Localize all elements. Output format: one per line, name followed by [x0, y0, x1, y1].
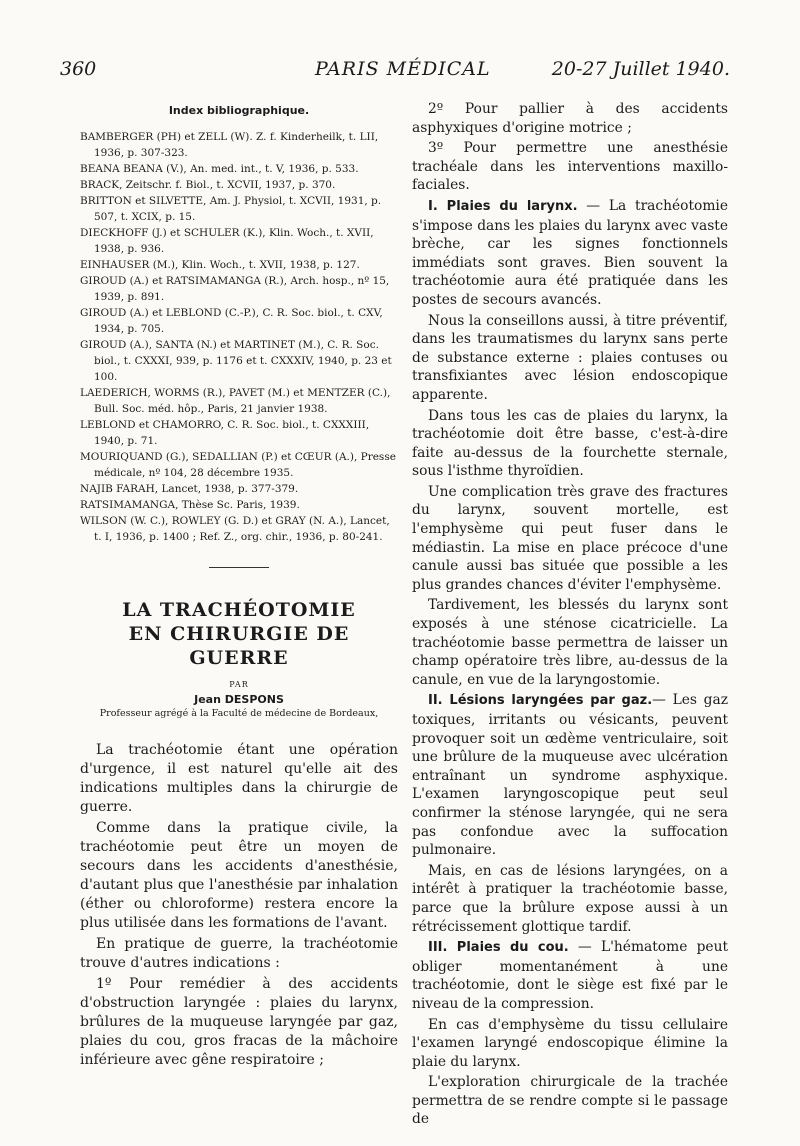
- body-paragraph: En pratique de guerre, la trachéotomie trouve d'autres indications :: [80, 936, 398, 971]
- section-heading: III. Plaies du cou.: [428, 940, 569, 956]
- body-paragraph: 1º Pour remédier à des accidents d'obstruction laryngée : plaies du larynx, brûlures de la muqueuse laryngée par gaz, plaies du cou, gros fracas de la mâchoire inférieure avec gêne respiratoire ;: [80, 976, 398, 1068]
- section-heading: II. Lésions laryngées par gaz.: [428, 693, 653, 709]
- section-text: — L'hématome peut obliger momentanément à une trachéotomie, dont le siège est fixé par le niveau de la compression.: [412, 939, 729, 1012]
- left-column: [80, 100, 398, 1072]
- section-neck: [412, 938, 728, 1013]
- article-title-line-2: EN CHIRURGIE DE GUERRE: [128, 623, 350, 669]
- body-paragraph: Nous la conseillons aussi, à titre préventif, dans les traumatismes du larynx sans perte de substance externe : plaies contuses ou transfixiantes avec lésion endoscopique apparente.: [412, 312, 728, 403]
- reference-entry: GIROUD (A.), SANTA (N.) et MARTINET (M.), C. R. Soc. biol., t. CXXXI, 939, p. 1176 et t. CXXXIV, 1940, p. 23 et 100.: [80, 339, 392, 383]
- reference-entry: BEANA BEANA (V.), An. med. int., t. V, 1936, p. 533.: [80, 163, 359, 175]
- reference-entry: MOURIQUAND (G.), SEDALLIAN (P.) et CŒUR (A.), Presse médicale, nº 104, 28 décembre 1935.: [80, 451, 396, 479]
- body-paragraph: Une complication très grave des fractures du larynx, souvent mortelle, est l'emphysème qui peut fuser dans le médiastin. La mise en place précoce d'une canule aussi bas située que possible a les plus grandes chances d'éviter l'emphysème.: [412, 483, 728, 593]
- right-column: [412, 100, 728, 1131]
- section-divider: [209, 567, 269, 568]
- reference-entry: BAMBERGER (PH) et ZELL (W). Z. f. Kinderheilk, t. LII, 1936, p. 307-323.: [80, 131, 379, 159]
- body-paragraph: 3º Pour permettre une anesthésie trachéale dans les interventions maxillo-faciales.: [412, 140, 728, 194]
- reference-entry: LAEDERICH, WORMS (R.), PAVET (M.) et MENTZER (C.), Bull. Soc. méd. hôp., Paris, 21 janvier 1938.: [80, 387, 391, 415]
- reference-entry: BRACK, Zeitschr. f. Biol., t. XCVII, 1937, p. 370.: [80, 179, 336, 191]
- reference-entry: DIECKHOFF (J.) et SCHULER (K.), Klin. Woch., t. XVII, 1938, p. 936.: [80, 227, 374, 255]
- author-affiliation: Professeur agrégé à la Faculté de médecine de Bordeaux,: [99, 708, 379, 719]
- reference-entry: GIROUD (A.) et RATSIMAMANGA (R.), Arch. hosp., nº 15, 1939, p. 891.: [80, 275, 390, 303]
- author-name: Jean DESPONS: [194, 693, 284, 706]
- body-paragraph: La trachéotomie étant une opération d'urgence, il est naturel qu'elle ait des indications multiples dans la chirurgie de guerre.: [80, 742, 398, 815]
- section-larynx: [412, 197, 728, 310]
- journal-title: PARIS MÉDICAL: [315, 58, 491, 80]
- byline-par: PAR: [229, 680, 249, 689]
- body-paragraph: Comme dans la pratique civile, la trachéotomie peut être un moyen de secours dans les accidents d'anesthésie, d'autant plus que l'anesthésie par inhalation (éther ou chloroforme) restera encore la plus utilisée dans les formations de l'avant.: [80, 820, 398, 931]
- reference-entry: GIROUD (A.) et LEBLOND (C.-P.), C. R. Soc. biol., t. CXV, 1934, p. 705.: [80, 307, 383, 335]
- body-paragraph: Dans tous les cas de plaies du larynx, la trachéotomie doit être basse, c'est-à-dire faite au-dessus de la fourchette sternale, sous l'isthme thyroïdien.: [412, 407, 728, 480]
- running-header: [60, 58, 730, 88]
- index-heading: Index bibliographique.: [168, 104, 310, 117]
- reference-list: [80, 129, 398, 545]
- reference-entry: WILSON (W. C.), ROWLEY (G. D.) et GRAY (N. A.), Lancet, t. I, 1936, p. 1400 ; Ref. Z., org. chir., 1936, p. 80-241.: [80, 515, 390, 543]
- section-text: — La trachéotomie s'impose dans les plaies du larynx avec vaste brèche, car les signes fonctionnels immédiats sont graves. Bien souvent la trachéotomie aura été pratiquée dans les postes de secours avancés.: [412, 197, 728, 308]
- body-paragraph: En cas d'emphysème du tissu cellulaire l'examen laryngé endoscopique élimine la plaie du larynx.: [412, 1016, 728, 1070]
- body-paragraph: Mais, en cas de lésions laryngées, on a intérêt à pratiquer la trachéotomie basse, parce que la brûlure expose aussi à un rétrécissement glottique tardif.: [412, 862, 728, 935]
- section-gas: [412, 691, 728, 859]
- body-paragraph: 2º Pour pallier à des accidents asphyxiques d'origine motrice ;: [412, 101, 728, 136]
- reference-entry: NAJIB FARAH, Lancet, 1938, p. 377-379.: [80, 483, 299, 495]
- reference-entry: BRITTON et SILVETTE, Am. J. Physiol, t. XCVII, 1931, p. 507, t. XCIX, p. 15.: [80, 195, 382, 223]
- article-title-line-1: LA TRACHÉOTOMIE: [122, 599, 356, 621]
- body-paragraph: Tardivement, les blessés du larynx sont exposés à une sténose cicatricielle. La trachéotomie basse permettra de laisser un champ opératoire très libre, au-dessus de la canule, en vue de la laryngostomie.: [412, 597, 728, 688]
- page-number: 360: [60, 58, 97, 80]
- section-text: — Les gaz toxiques, irritants ou vésicants, peuvent provoquer soit un œdème ventriculaire, soit une brûlure de la muqueuse avec ulcération entraînant un syndrome asphyxique. L'examen laryngoscopique peut seul confirmer la sténose laryngée, qui ne sera pas confondue avec la suffocation pulmonaire.: [412, 692, 728, 859]
- section-heading: I. Plaies du larynx.: [428, 198, 578, 214]
- reference-entry: LEBLOND et CHAMORRO, C. R. Soc. biol., t. CXXXIII, 1940, p. 71.: [80, 419, 370, 447]
- reference-entry: RATSIMAMANGA, Thèse Sc. Paris, 1939.: [80, 499, 300, 511]
- reference-entry: EINHAUSER (M.), Klin. Woch., t. XVII, 1938, p. 127.: [80, 259, 360, 271]
- body-paragraph: L'exploration chirurgicale de la trachée permettra de se rendre compte si le passage de: [412, 1074, 728, 1128]
- issue-date: 20-27 Juillet 1940.: [551, 58, 730, 80]
